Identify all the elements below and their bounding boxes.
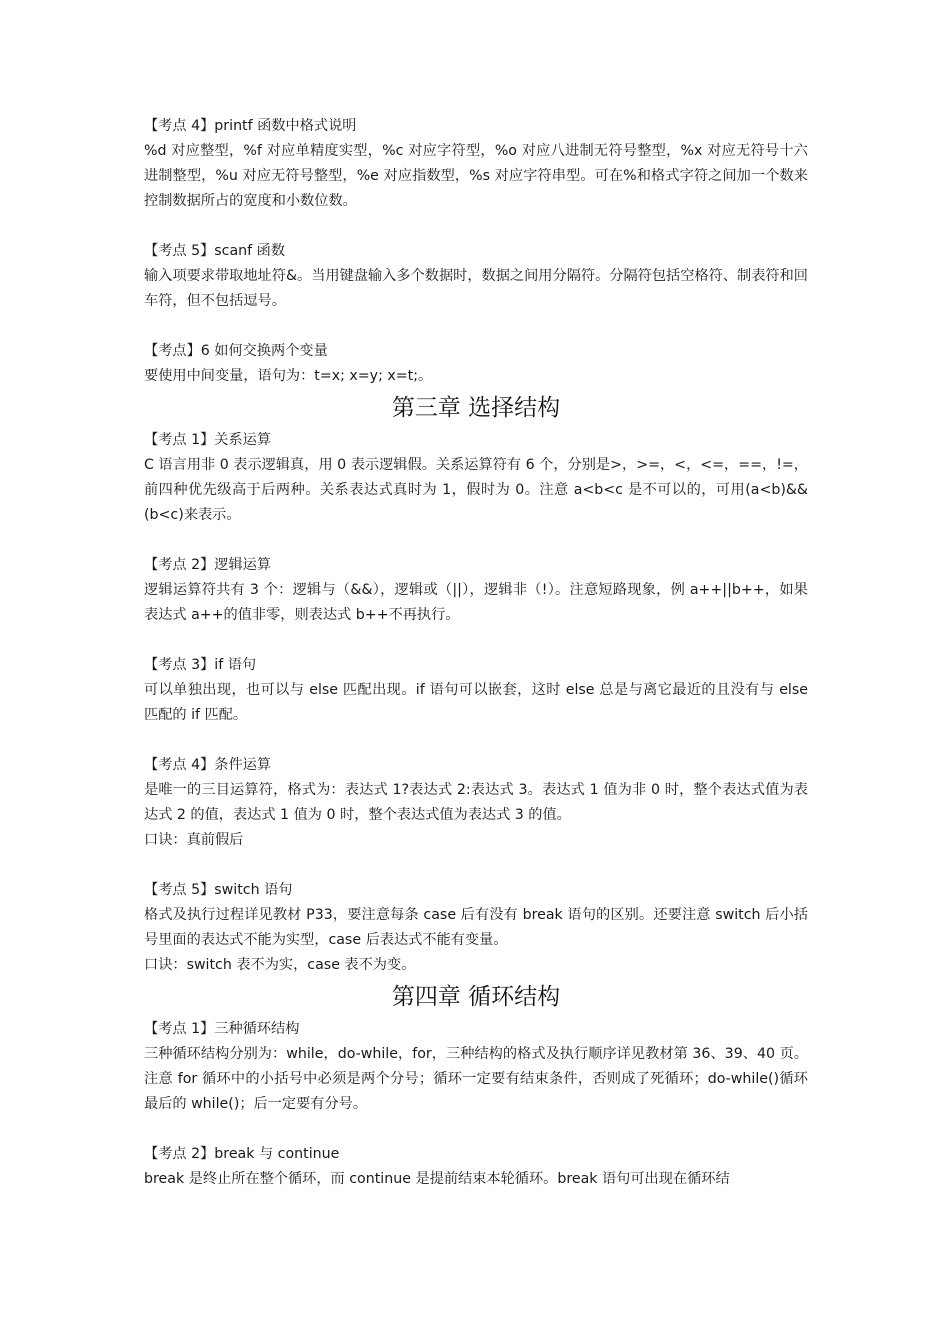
section-scanf (144, 239, 808, 314)
section-logical-ops (144, 553, 808, 628)
section-body: 逻辑运算符共有 3 个：逻辑与（&&），逻辑或（||），逻辑非（!）。注意短路现象，例 a++||b++，如果表达式 a++的值非零，则表达式 b++不再执行。 (144, 582, 808, 623)
section-heading: 【考点】6 如何交换两个变量 (144, 343, 328, 359)
section-break-continue (144, 1142, 808, 1192)
chapter-title: 第四章 循环结构 (391, 984, 561, 1010)
mnemonic-line: 口诀：真前假后 (144, 832, 244, 848)
section-heading: 【考点 4】printf 函数中格式说明 (144, 118, 357, 134)
section-heading: 【考点 3】if 语句 (144, 657, 257, 673)
section-heading: 【考点 2】break 与 continue (144, 1146, 340, 1162)
section-body: break 是终止所在整个循环，而 continue 是提前结束本轮循环。break 语句可出现在循环结 (144, 1171, 730, 1187)
section-heading: 【考点 5】scanf 函数 (144, 243, 286, 259)
section-body: %d 对应整型，%f 对应单精度实型，%c 对应字符型，%o 对应八进制无符号整型，%x 对应无符号十六进制整型，%u 对应无符号整型，%e 对应指数型，%s 对应字符串型。可在%和格式字符之间加一个数来控制数据所占的宽度和小数位数。 (144, 143, 808, 209)
section-swap-variables (144, 339, 808, 389)
section-body: 三种循环结构分别为：while，do-while，for，三种结构的格式及执行顺序详见教材第 36、39、40 页。注意 for 循环中的小括号中必须是两个分号；循环一定要有结束条件，否则成了死循环；do-while()循环最后的 while()；后一定要有分号。 (144, 1046, 808, 1112)
section-body: 可以单独出现，也可以与 else 匹配出现。if 语句可以嵌套，这时 else 总是与离它最近的且没有与 else 匹配的 if 匹配。 (144, 682, 808, 723)
section-conditional-op (144, 753, 808, 853)
section-switch-statement (144, 878, 808, 978)
section-heading: 【考点 1】关系运算 (144, 432, 272, 448)
chapter-title: 第三章 选择结构 (391, 395, 561, 421)
section-if-statement (144, 653, 808, 728)
mnemonic-line: 口诀：switch 表不为实，case 表不为变。 (144, 957, 416, 973)
section-heading: 【考点 5】switch 语句 (144, 882, 293, 898)
section-printf-format (144, 114, 808, 214)
section-heading: 【考点 1】三种循环结构 (144, 1021, 300, 1037)
document-page (144, 114, 808, 1192)
section-body: 是唯一的三目运算符，格式为：表达式 1?表达式 2:表达式 3。表达式 1 值为非 0 时，整个表达式值为表达式 2 的值，表达式 1 值为 0 时，整个表达式值为表达式 3 的值。 (144, 782, 808, 823)
section-heading: 【考点 2】逻辑运算 (144, 557, 272, 573)
section-body: C 语言用非 0 表示逻辑真，用 0 表示逻辑假。关系运算符有 6 个，分别是>，>=，<，<=，==，!=，前四种优先级高于后两种。关系表达式真时为 1，假时为 0。注意 a<b<c 是不可以的，可用(a<b)&&(b<c)来表示。 (144, 457, 808, 523)
section-loop-structures (144, 1017, 808, 1117)
section-heading: 【考点 4】条件运算 (144, 757, 272, 773)
section-relational-ops (144, 428, 808, 528)
section-body: 格式及执行过程详见教材 P33，要注意每条 case 后有没有 break 语句的区别。还要注意 switch 后小括号里面的表达式不能为实型，case 后表达式不能有变量。 (144, 907, 808, 948)
section-body: 要使用中间变量，语句为：t=x; x=y; x=t;。 (144, 368, 433, 384)
section-body: 输入项要求带取地址符&。当用键盘输入多个数据时，数据之间用分隔符。分隔符包括空格符、制表符和回车符，但不包括逗号。 (144, 268, 808, 309)
